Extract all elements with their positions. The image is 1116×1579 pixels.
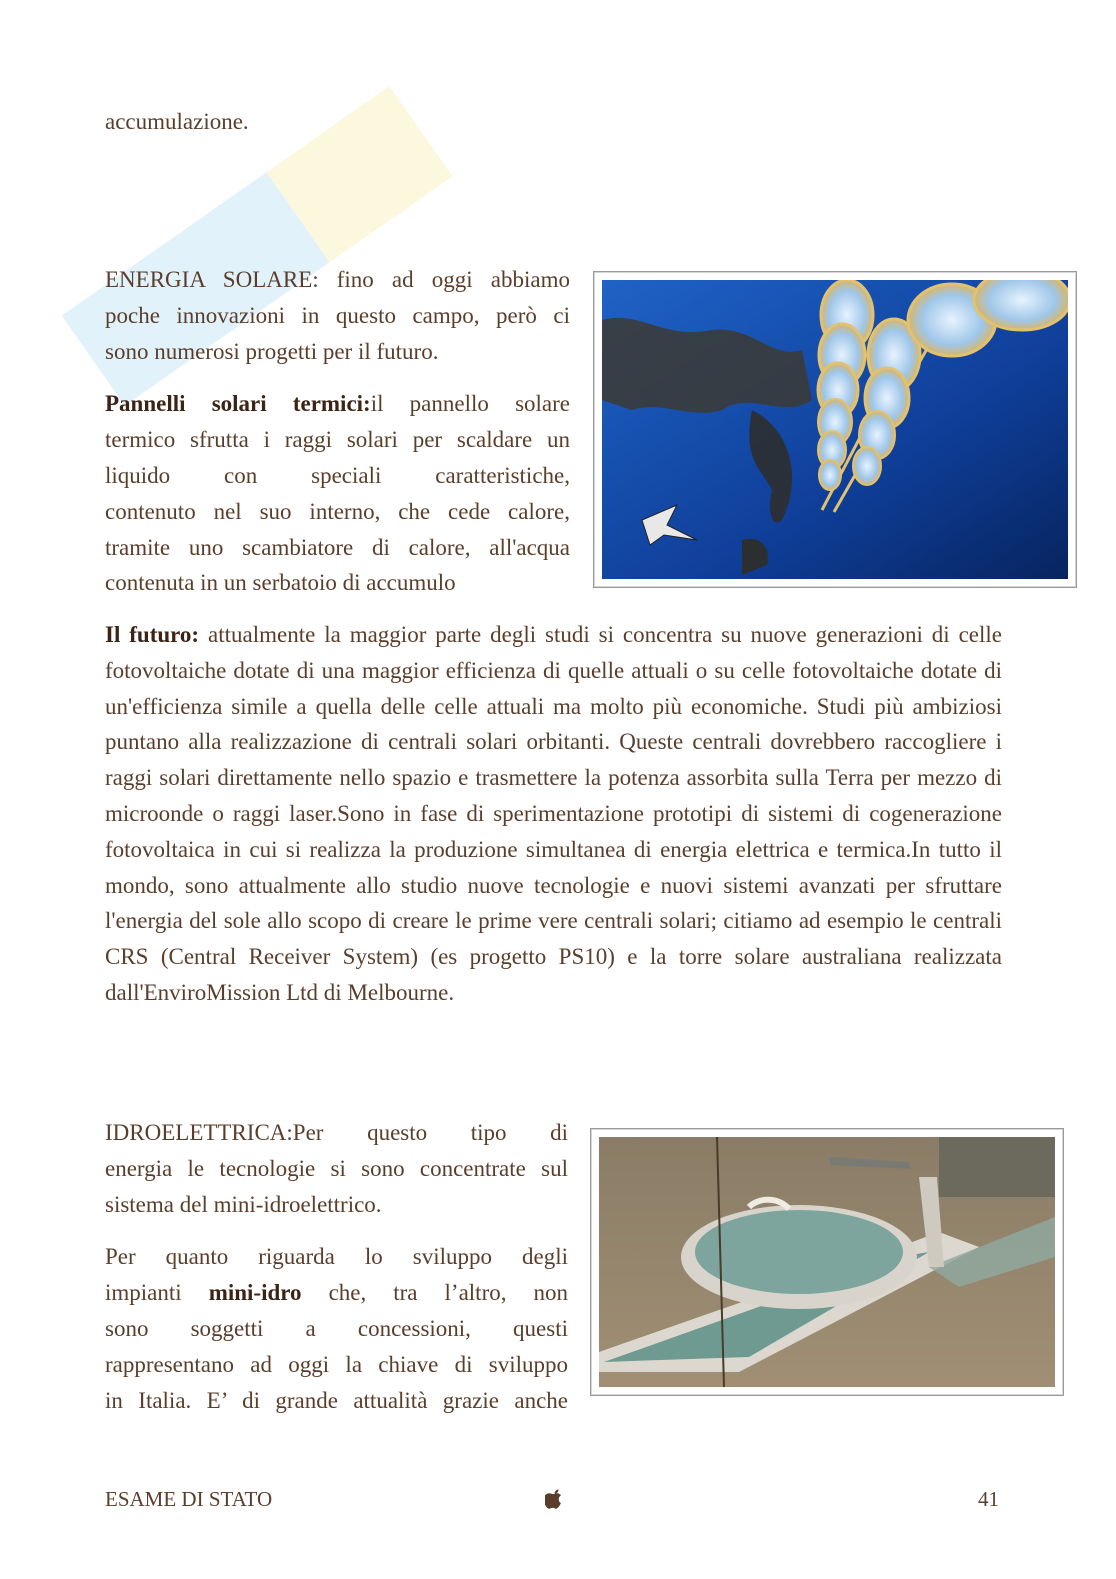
thermal-line-2: termico sfrutta i raggi solari per scaldare un bbox=[105, 427, 570, 453]
future-title: Il futuro: bbox=[105, 622, 200, 647]
apple-icon bbox=[545, 1489, 563, 1509]
intro-fragment: accumulazione. bbox=[105, 109, 249, 134]
space-solar-station-image bbox=[593, 271, 1077, 588]
solar-line-1: ENERGIA SOLARE: fino ad oggi abbiamo bbox=[105, 267, 570, 292]
future-text: attualmente la maggior parte degli studi si concentra su nuove generazioni di celle fotovoltaiche dotate di una maggior efficienza di quelle attuali o su celle fotovoltaiche dotate di un'efficienza simile a quella delle celle attuali ma molto più economiche. Studi più ambiziosi puntano alla realizzazione di centrali solari orbitanti. Queste centrali dovrebbero raccogliere i raggi solari direttamente nello spazio e trasmettere la potenza assorbita sulla Terra per mezzo di microonde o raggi laser.Sono in fase di sperimentazione prototipi di sistemi di cogenerazione fotovoltaica in cui si realizza la produzione simultanea di energia elettrica e termica.In tutto il mondo, sono attualmente allo studio nuove tecnologie e nuovi sistemi avanzati per sfruttare l'energia del sole allo scopo di creare le prime vere centrali solari; citiamo ad esempio le centrali CRS (Central Receiver System) (es progetto PS10) e la torre solare australiana realizzata dall'EnviroMission Ltd di Melbourne. bbox=[105, 622, 1003, 1005]
hydro-line-2: energia le tecnologie si sono concentrate sul bbox=[105, 1155, 568, 1181]
solar-intro bbox=[105, 262, 570, 369]
mini-hydro-paragraph bbox=[105, 1239, 568, 1418]
mini-hydro-line-2-pre: impianti bbox=[105, 1280, 209, 1306]
mini-hydro-line-5: in Italia. E’ di grande attualità grazie anche bbox=[105, 1387, 568, 1413]
hydro-intro bbox=[105, 1115, 568, 1222]
thermal-line-6: contenuta in un serbatoio di accumulo bbox=[105, 570, 456, 596]
future-paragraph bbox=[105, 617, 1002, 1011]
hydro-line-1: IDROELETTRICA:Per questo tipo di bbox=[105, 1120, 568, 1145]
hydro-section bbox=[105, 1115, 568, 1418]
mini-hydro-line-3: sono soggetti a concessioni, questi bbox=[105, 1315, 568, 1341]
footer-title: ESAME DI STATO bbox=[105, 1487, 273, 1511]
solar-line-3: sono numerosi progetti per il futuro. bbox=[105, 338, 439, 364]
page-number: 41 bbox=[978, 1487, 999, 1511]
mini-hydro-line-1: Per quanto riguarda lo sviluppo degli bbox=[105, 1244, 568, 1270]
thermal-line-4: contenuto nel suo interno, che cede calore, bbox=[105, 498, 570, 524]
thermal-line-3: liquido con speciali caratteristiche, bbox=[105, 462, 570, 488]
mini-hydro-plant-image bbox=[590, 1128, 1064, 1396]
space-solar-station-illustration bbox=[602, 280, 1068, 579]
hydro-line-3: sistema del mini-idroelettrico. bbox=[105, 1191, 382, 1217]
solar-section bbox=[105, 262, 570, 601]
mini-hydro-plant-illustration bbox=[599, 1137, 1055, 1387]
solar-line-2: poche innovazioni in questo campo, però ci bbox=[105, 302, 570, 328]
thermal-line-5: tramite uno scambiatore di calore, all'acqua bbox=[105, 534, 570, 560]
thermal-panels-title: Pannelli solari termici: bbox=[105, 391, 371, 417]
thermal-panels-paragraph bbox=[105, 386, 570, 601]
mini-hydro-term: mini-idro bbox=[208, 1280, 302, 1306]
thermal-line-1: il pannello solare bbox=[370, 391, 570, 417]
mini-hydro-line-2-post: che, tra l’altro, non bbox=[301, 1280, 568, 1306]
mini-hydro-line-4: rappresentano ad oggi la chiave di sviluppo bbox=[105, 1351, 568, 1377]
